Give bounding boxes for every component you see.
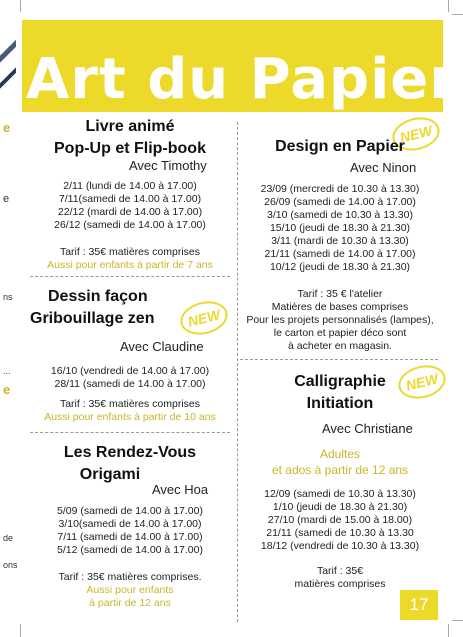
teacher-name: Avec Christiane	[322, 421, 413, 436]
teacher-name: Avec Timothy	[129, 158, 207, 173]
crop-mark	[20, 624, 21, 637]
audience-note: à partir de 12 ans	[89, 597, 171, 609]
date-item: 3/11 (mardi de 10.30 à 13.30)	[271, 235, 409, 247]
date-list	[30, 365, 230, 391]
date-item: 15/10 (jeudi de 18.30 à 21.30)	[269, 222, 411, 234]
previous-page-fragment: de	[3, 533, 14, 543]
section-title-design: Design en Papier	[275, 138, 405, 155]
page-number: 17	[400, 590, 438, 620]
price-text: Tarif : 35€ matières comprises	[59, 398, 201, 410]
note-line: Tarif : 35 € l'atelier	[297, 288, 383, 300]
title-line: Les Rendez-Vous	[63, 444, 197, 461]
teacher-name: Avec Claudine	[120, 339, 204, 354]
previous-page-fragment: e	[3, 382, 11, 397]
new-badge: NEW	[177, 297, 231, 340]
date-item: 26/09 (samedi de 14.00 à 17.00)	[264, 196, 416, 208]
price-notes	[238, 288, 442, 353]
date-list	[240, 488, 440, 553]
note-line: le carton et papier déco sont	[273, 327, 407, 339]
date-list	[30, 505, 230, 557]
audience-line: Adultes	[319, 447, 361, 461]
previous-page-fragment: ns	[3, 292, 13, 302]
title-line: Origami	[79, 466, 141, 483]
date-item: 2/11 (lundi de 14.00 à 17.00)	[63, 180, 197, 192]
date-list	[240, 183, 440, 274]
date-item: 5/12 (samedi de 14.00 à 17.00)	[57, 544, 203, 556]
audience-line: et ados à partir de 12 ans	[271, 463, 409, 477]
title-line: Calligraphie	[294, 373, 386, 390]
section-divider	[30, 276, 230, 277]
new-badge: NEW	[389, 113, 443, 156]
crop-mark	[452, 620, 463, 621]
section-divider	[240, 359, 438, 360]
price-text: Tarif : 35€ matières comprises	[59, 246, 201, 258]
date-list	[30, 180, 230, 232]
section-title-origami	[30, 442, 230, 486]
title-line: Dessin façon	[48, 288, 148, 305]
section-divider	[30, 432, 230, 433]
new-badge: NEW	[395, 361, 449, 404]
previous-page-image	[0, 28, 16, 104]
date-item: 21/11 (samedi de 14.00 à 17.00)	[264, 248, 416, 260]
date-item: 16/10 (vendredi de 14.00 à 17.00)	[50, 365, 210, 377]
section-title-livre	[30, 116, 230, 160]
date-item: 21/11 (samedi de 10.30 à 13.30	[266, 527, 414, 539]
price-text: matières comprises	[294, 578, 386, 590]
price-text: Tarif : 35€ matières comprises.	[58, 571, 202, 583]
date-item: 7/11 (samedi de 14.00 à 17.00)	[57, 531, 203, 543]
date-item: 10/12 (jeudi de 18.30 à 21.30)	[269, 261, 411, 273]
title-line: Pop-Up et Flip-book	[54, 140, 206, 157]
date-item: 23/09 (mercredi de 10.30 à 13.30)	[260, 183, 420, 195]
audience-note: Aussi pour enfants à partir de 7 ans	[47, 259, 213, 271]
date-item: 5/09 (samedi de 14.00 à 17.00)	[57, 505, 203, 517]
price-text: Tarif : 35€	[316, 565, 364, 577]
date-item: 1/10 (jeudi de 18.30 à 21.30)	[272, 501, 408, 513]
date-item: 22/12 (mardi de 14.00 à 17.00)	[57, 206, 203, 218]
date-item: 26/12 (samedi de 14.00 à 17.00)	[54, 219, 206, 231]
audience-note	[240, 446, 440, 478]
previous-page-fragment: ...	[3, 366, 11, 376]
audience-note: Aussi pour enfants à partir de 10 ans	[44, 411, 216, 423]
previous-page-fragment: e	[3, 120, 11, 135]
date-item: 28/11 (samedi de 14.00 à 17.00)	[54, 378, 206, 390]
date-item: 18/12 (vendredi de 10.30 à 13.30)	[260, 540, 420, 552]
date-item: 7/11(samedi de 14.00 à 17.00)	[58, 193, 202, 205]
crop-mark	[448, 0, 449, 12]
note-line: à acheter en magasin.	[288, 340, 392, 352]
date-item: 3/10(samedi de 14.00 à 17.00)	[58, 518, 202, 530]
note-line: Matières de bases comprises	[271, 301, 409, 313]
teacher-name: Avec Hoa	[152, 482, 209, 497]
date-item: 12/09 (samedi de 10.30 à 13.30)	[264, 488, 416, 500]
previous-page-fragment: ons	[3, 560, 18, 570]
section-title-dessin	[30, 286, 200, 330]
crop-mark	[20, 0, 21, 12]
column-divider	[237, 122, 238, 622]
page-title: Art du Papier	[26, 47, 458, 112]
date-item: 27/10 (mardi de 15.00 à 18.00)	[267, 514, 413, 526]
crop-mark	[448, 624, 449, 637]
crop-mark	[452, 14, 463, 15]
title-line: Initiation	[306, 395, 374, 412]
note-line: Pour les projets personnalisés (lampes),	[246, 314, 434, 326]
title-line: Livre animé	[85, 118, 175, 135]
date-item: 3/10 (samedi de 10.30 à 13.30)	[267, 209, 413, 221]
title-line: Gribouillage zen	[30, 310, 155, 327]
previous-page-fragment: e	[3, 193, 10, 205]
audience-note: Aussi pour enfants	[86, 584, 174, 596]
teacher-name: Avec Ninon	[350, 160, 417, 175]
